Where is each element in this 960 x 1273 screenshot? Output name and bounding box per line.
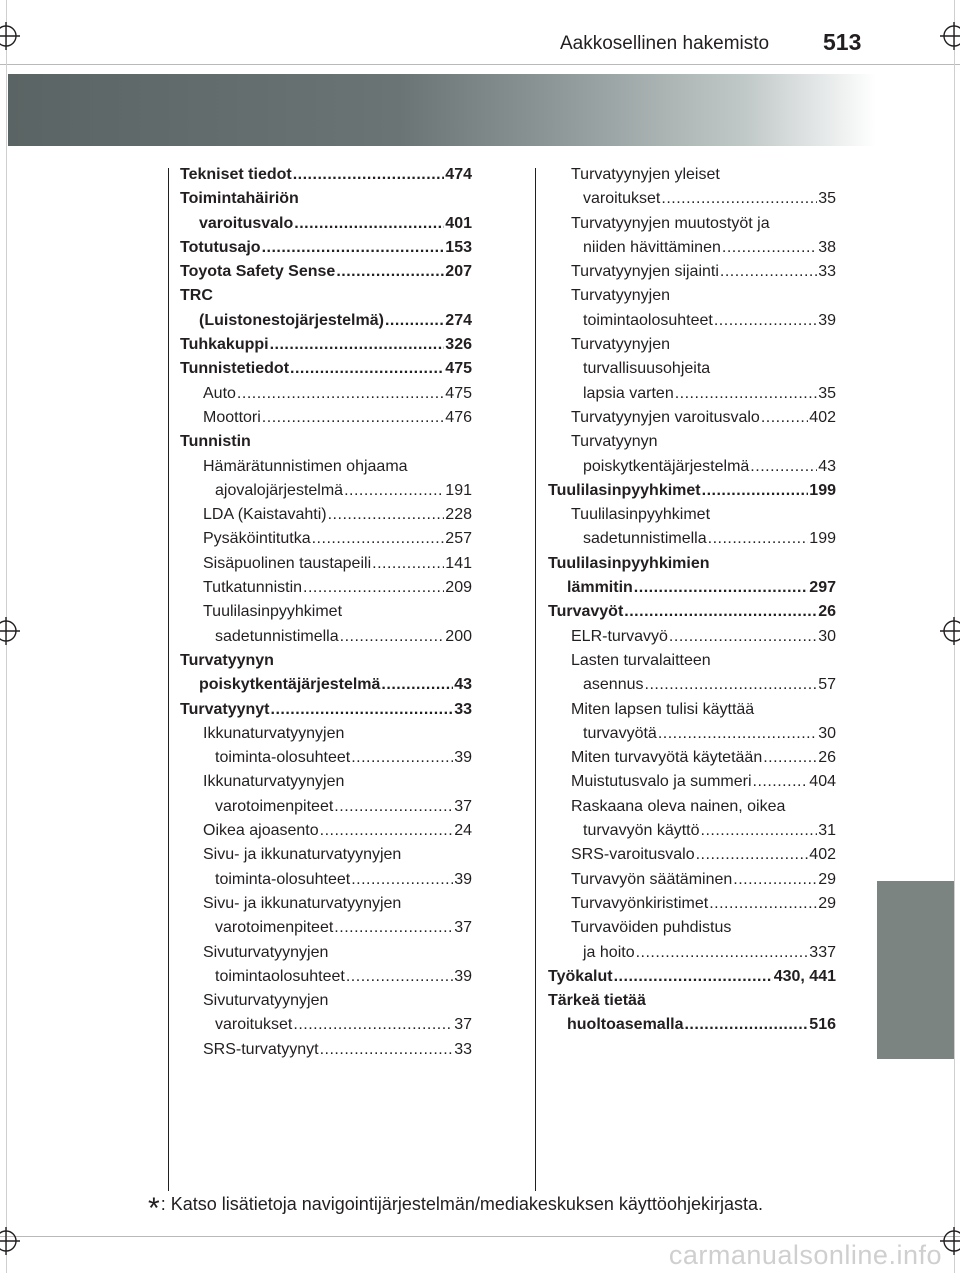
index-entry-text: Toyota Safety Sense (180, 263, 336, 281)
index-entry-text: Tuulilasinpyyhkimet (548, 481, 701, 499)
section-title: Aakkosellinen hakemisto (560, 33, 770, 54)
index-entry (548, 527, 836, 551)
index-entry-text: turvavyötä (583, 724, 657, 742)
dot-leader (761, 406, 808, 430)
index-entry-page: 38 (818, 238, 836, 256)
index-entry (180, 333, 472, 357)
index-entry (548, 722, 836, 746)
dot-leader (709, 892, 817, 916)
dot-leader (385, 309, 444, 333)
dot-leader (701, 819, 818, 843)
index-entry-text: Sivuturvatyynyjen (203, 992, 329, 1010)
dot-leader (336, 260, 444, 284)
index-entry (548, 260, 836, 284)
index-entry-page: 43 (454, 676, 472, 694)
index-entry-text: varotoimenpiteet (215, 919, 334, 937)
index-entry-page: 37 (454, 1016, 472, 1034)
index-entry (180, 260, 472, 284)
index-entry (548, 673, 836, 697)
header-banner (8, 74, 876, 146)
index-entry-page: 200 (445, 627, 472, 645)
dot-leader (708, 527, 809, 551)
index-entry-text: Sivu- ja ikkunaturvatyynyjen (203, 894, 402, 912)
index-entry-text: ja hoito (583, 943, 635, 961)
index-entry (548, 552, 836, 576)
index-entry-text: (Luistonestojärjestelmä) (199, 311, 384, 329)
dot-leader (270, 333, 445, 357)
index-entry-page: 475 (445, 384, 472, 402)
dot-leader (658, 722, 817, 746)
index-entry (180, 236, 472, 260)
index-entry (180, 1038, 472, 1062)
dot-leader (351, 746, 453, 770)
index-entry-page: 404 (809, 773, 836, 791)
index-entry-text: varoitusvalo (199, 214, 294, 232)
dot-leader (293, 1013, 453, 1037)
index-entry-text: LDA (Kaistavahti) (203, 506, 327, 524)
index-entry-page: 476 (445, 408, 472, 426)
index-entry (180, 406, 472, 430)
dot-leader (702, 479, 809, 503)
index-entry-page: 31 (818, 822, 836, 840)
index-entry-text: Miten turvavyötä käytetään (571, 749, 763, 767)
dot-leader (293, 163, 445, 187)
dot-leader (328, 503, 445, 527)
index-entry (180, 187, 472, 211)
index-entry (548, 503, 836, 527)
index-entry-page: 29 (818, 870, 836, 888)
column-divider (168, 168, 169, 1191)
index-entry-page: 33 (818, 263, 836, 281)
index-entry (548, 770, 836, 794)
index-entry-text: toimintaolosuhteet (583, 311, 713, 329)
dot-leader (312, 527, 445, 551)
dot-leader (661, 187, 817, 211)
index-entry-page: 199 (809, 481, 836, 499)
index-entry (548, 479, 836, 503)
index-entry-text: SRS-turvatyynyt (203, 1040, 319, 1058)
footnote (148, 1192, 763, 1226)
index-entry-text: Moottori (203, 408, 261, 426)
index-entry-text: Turvatyynyn (571, 433, 658, 451)
index-entry (180, 309, 472, 333)
dot-leader (340, 625, 445, 649)
index-entry (180, 649, 472, 673)
index-entry (548, 649, 836, 673)
index-entry (180, 892, 472, 916)
index-entry (180, 941, 472, 965)
index-entry-page: 209 (445, 579, 472, 597)
index-entry (180, 382, 472, 406)
index-entry (548, 600, 836, 624)
index-entry (548, 455, 836, 479)
dot-leader (334, 916, 453, 940)
index-entry-text: turvavyön käyttö (583, 822, 700, 840)
index-entry-page: 24 (454, 822, 472, 840)
index-entry (180, 965, 472, 989)
index-entry-text: niiden hävittäminen (583, 238, 721, 256)
index-entry-text: lämmitin (567, 579, 633, 597)
index-entry (548, 795, 836, 819)
index-entry (548, 333, 836, 357)
index-entry (548, 357, 836, 381)
index-entry-text: Lasten turvalaitteen (571, 651, 711, 669)
index-entry-page: 326 (445, 336, 472, 354)
index-entry-text: Turvatyynyn (180, 651, 274, 669)
index-entry-text: Tuulilasinpyyhkimet (203, 603, 343, 621)
index-entry-text: poiskytkentäjärjestelmä (199, 676, 381, 694)
index-entry-page: 401 (445, 214, 472, 232)
index-entry-page: 430, 441 (773, 967, 836, 985)
index-entry (180, 527, 472, 551)
dot-leader (344, 479, 444, 503)
footnote-marker: * (148, 1192, 160, 1225)
index-entry (180, 746, 472, 770)
index-entry-text: sadetunnistimella (583, 530, 707, 548)
index-entry-page: 228 (445, 506, 472, 524)
dot-leader (262, 406, 445, 430)
index-entry-text: Turvatyynyjen (571, 287, 670, 305)
index-entry-page: 141 (445, 554, 472, 572)
index-entry-text: Tekniset tiedot (180, 166, 292, 183)
index-entry-text: Ikkunaturvatyynyjen (203, 773, 345, 791)
dot-leader (320, 1038, 454, 1062)
index-entry-text: ELR-turvavyö (571, 627, 668, 645)
dot-leader (334, 795, 453, 819)
registration-mark-icon (0, 1227, 20, 1255)
index-entry-text: Auto (203, 384, 236, 402)
index-entry-page: 33 (454, 1040, 472, 1058)
index-entry-page: 29 (818, 894, 836, 912)
index-entry-text: Turvatyynyjen sijainti (571, 263, 719, 281)
index-column-right (548, 163, 836, 1038)
index-entry-text: lapsia varten (583, 384, 674, 402)
frame-bottom-rule (0, 1236, 960, 1237)
index-entry (180, 770, 472, 794)
index-entry-page: 199 (809, 530, 836, 548)
index-entry (548, 430, 836, 454)
index-entry-page: 30 (818, 627, 836, 645)
index-entry (180, 455, 472, 479)
index-entry-text: Tunnistin (180, 433, 251, 451)
index-entry (548, 576, 836, 600)
index-entry (548, 187, 836, 211)
index-entry (180, 430, 472, 454)
dot-leader (714, 309, 817, 333)
index-entry-page: 43 (818, 457, 836, 475)
chapter-tab-marker (877, 881, 954, 1059)
index-entry-text: Sisäpuolinen taustapeili (203, 554, 372, 572)
registration-mark-icon (940, 617, 960, 645)
index-entry (548, 284, 836, 308)
dot-leader (722, 236, 817, 260)
index-entry-text: Tuulilasinpyyhkimien (548, 554, 710, 572)
index-entry (180, 868, 472, 892)
index-entry (180, 673, 472, 697)
index-entry-text: Turvatyynyjen muutostyöt ja (571, 214, 770, 232)
index-entry-text: toiminta-olosuhteet (215, 749, 351, 767)
index-entry-text: ajovalojärjestelmä (215, 481, 344, 499)
dot-leader (381, 673, 453, 697)
index-entry-page: 337 (809, 943, 836, 961)
index-entry (548, 625, 836, 649)
index-entry (180, 600, 472, 624)
index-entry-text: Tuhkakuppi (180, 336, 269, 354)
index-entry (548, 916, 836, 940)
index-entry (180, 284, 472, 308)
index-entry-text: Tutkatunnistin (203, 579, 303, 597)
index-entry-page: 39 (818, 311, 836, 329)
registration-mark-icon (0, 22, 20, 50)
index-entry-text: Turvavöiden puhdistus (571, 919, 732, 937)
index-entry (548, 965, 836, 989)
index-entry-text: Muistutusvalo ja summeri (571, 773, 752, 791)
index-entry (180, 722, 472, 746)
index-entry-page: 297 (809, 579, 836, 597)
index-entry-text: Turvavyöt (548, 603, 624, 621)
index-entry (180, 212, 472, 236)
index-entry-page: 33 (454, 700, 472, 718)
index-entry-text: Turvavyönkiristimet (571, 894, 709, 912)
index-entry (548, 163, 836, 187)
index-entry-page: 57 (818, 676, 836, 694)
index-entry-text: SRS-varoitusvalo (571, 846, 695, 864)
index-entry-text: asennus (583, 676, 644, 694)
dot-leader (614, 965, 773, 989)
index-entry-page: 30 (818, 724, 836, 742)
index-entry (548, 989, 836, 1013)
page-number: 513 (823, 29, 862, 55)
dot-leader (634, 576, 809, 600)
index-entry (180, 576, 472, 600)
index-entry-text: toiminta-olosuhteet (215, 870, 351, 888)
index-entry-page: 39 (454, 749, 472, 767)
index-entry-page: 39 (454, 870, 472, 888)
index-entry-text: varoitukset (583, 190, 661, 208)
dot-leader (733, 868, 817, 892)
index-entry-text: Turvavyön säätäminen (571, 870, 733, 888)
index-entry (548, 843, 836, 867)
dot-leader (351, 868, 453, 892)
index-entry-text: Pysäköintitutka (203, 530, 311, 548)
index-entry-page: 207 (445, 263, 472, 281)
index-entry-text: Ikkunaturvatyynyjen (203, 724, 345, 742)
dot-leader (696, 843, 809, 867)
index-entry-text: turvallisuusohjeita (583, 360, 711, 378)
index-entry (180, 503, 472, 527)
index-entry-page: 35 (818, 190, 836, 208)
index-entry-page: 274 (445, 311, 472, 329)
index-entry-page: 516 (809, 1016, 836, 1034)
column-divider (535, 168, 536, 1191)
registration-mark-icon (0, 617, 20, 645)
index-entry-page: 37 (454, 797, 472, 815)
dot-leader (346, 965, 453, 989)
index-entry-text: Miten lapsen tulisi käyttää (571, 700, 755, 718)
index-entry-text: Toimintahäiriön (180, 190, 299, 208)
index-entry-text: poiskytkentäjärjestelmä (583, 457, 750, 475)
index-entry (180, 163, 472, 187)
registration-mark-icon (940, 22, 960, 50)
index-entry (548, 382, 836, 406)
index-entry-page: 474 (445, 166, 472, 183)
index-entry (548, 309, 836, 333)
index-entry-text: Turvatyynyjen varoitusvalo (571, 408, 760, 426)
dot-leader (624, 600, 817, 624)
index-entry-text: Turvatyynyjen yleiset (571, 166, 720, 183)
index-entry-page: 26 (818, 749, 836, 767)
registration-mark-icon (940, 1227, 960, 1255)
frame-top-rule (0, 64, 960, 65)
index-entry (180, 843, 472, 867)
dot-leader (645, 673, 818, 697)
dot-leader (237, 382, 444, 406)
index-entry (548, 746, 836, 770)
index-entry-text: Sivu- ja ikkunaturvatyynyjen (203, 846, 402, 864)
index-entry (548, 941, 836, 965)
dot-leader (303, 576, 444, 600)
index-entry-page: 191 (445, 481, 472, 499)
index-entry-text: Tuulilasinpyyhkimet (571, 506, 711, 524)
dot-leader (636, 941, 809, 965)
dot-leader (290, 357, 444, 381)
index-entry-text: varoitukset (215, 1016, 293, 1034)
dot-leader (294, 212, 444, 236)
watermark: carmanualsonline.info (668, 1240, 942, 1270)
index-entry-text: Turvatyynyt (180, 700, 270, 718)
index-entry-text: toimintaolosuhteet (215, 967, 345, 985)
index-entry (548, 698, 836, 722)
index-entry-text: Työkalut (548, 967, 613, 985)
index-entry (180, 795, 472, 819)
index-entry-text: Hämärätunnistimen ohjaama (203, 457, 408, 475)
index-entry-text: Tärkeä tietää (548, 992, 646, 1010)
index-entry (180, 698, 472, 722)
dot-leader (669, 625, 817, 649)
index-entry (180, 1013, 472, 1037)
index-entry-page: 402 (809, 846, 836, 864)
index-entry (548, 406, 836, 430)
dot-leader (684, 1013, 808, 1037)
index-entry-text: Totutusajo (180, 238, 261, 256)
index-entry-text: Sivuturvatyynyjen (203, 943, 329, 961)
index-entry (548, 212, 836, 236)
index-entry (548, 236, 836, 260)
index-entry (180, 357, 472, 381)
index-entry-page: 153 (445, 238, 472, 256)
index-entry-text: huoltoasemalla (567, 1016, 684, 1034)
index-entry-page: 35 (818, 384, 836, 402)
index-entry (548, 819, 836, 843)
index-entry (180, 479, 472, 503)
dot-leader (720, 260, 817, 284)
index-entry (180, 819, 472, 843)
index-entry-page: 257 (445, 530, 472, 548)
index-entry (180, 916, 472, 940)
index-entry-page: 26 (818, 603, 836, 621)
dot-leader (763, 746, 817, 770)
footnote-text: : Katso lisätietoja navigointijärjestelmän/mediakeskuksen käyttöohjekirjasta. (160, 1194, 763, 1214)
index-entry-page: 475 (445, 360, 472, 378)
index-entry-text: TRC (180, 287, 213, 305)
index-entry (180, 989, 472, 1013)
dot-leader (675, 382, 817, 406)
index-entry (180, 625, 472, 649)
index-entry-text: Turvatyynyjen (571, 336, 670, 354)
dot-leader (262, 236, 445, 260)
index-entry-text: Tunnistetiedot (180, 360, 290, 378)
dot-leader (753, 770, 809, 794)
index-entry-text: varotoimenpiteet (215, 797, 334, 815)
index-entry-page: 39 (454, 967, 472, 985)
index-entry-text: sadetunnistimella (215, 627, 339, 645)
index-entry (548, 868, 836, 892)
index-column-left (180, 163, 472, 1062)
index-entry-page: 37 (454, 919, 472, 937)
index-entry-page: 402 (809, 408, 836, 426)
dot-leader (320, 819, 454, 843)
index-entry (548, 892, 836, 916)
index-entry-text: Raskaana oleva nainen, oikea (571, 797, 786, 815)
dot-leader (271, 698, 454, 722)
index-entry (180, 552, 472, 576)
index-entry (548, 1013, 836, 1037)
dot-leader (750, 455, 817, 479)
dot-leader (372, 552, 444, 576)
index-entry-text: Oikea ajoasento (203, 822, 319, 840)
